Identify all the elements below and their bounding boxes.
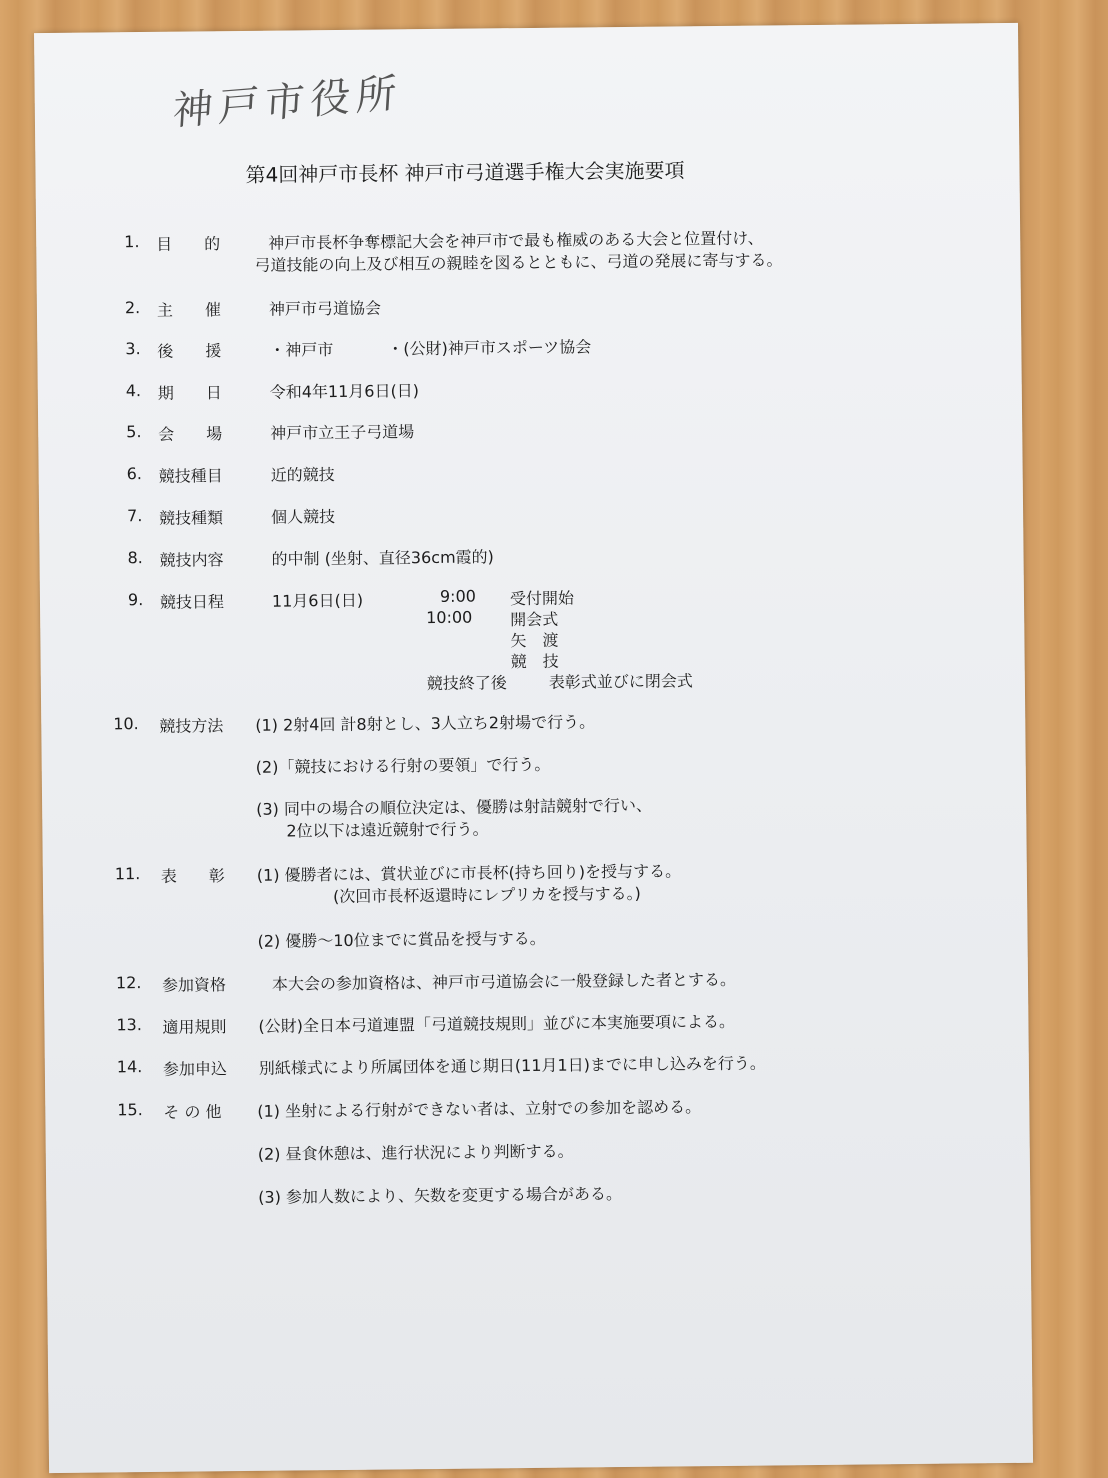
handwritten-note: 神戸市役所 — [171, 70, 404, 135]
item-text: 的中制 (坐射、直径36cm霞的) — [271, 547, 494, 569]
item-text: (2)「競技における行射の要領」で行う。 — [255, 754, 551, 777]
item-number: 15. — [117, 1100, 143, 1120]
item-label: 参加資格 — [161, 975, 227, 995]
schedule-time: 競技終了後 — [426, 673, 507, 694]
item-label: 後 援 — [157, 341, 222, 361]
item-text: (3) 参加人数により、矢数を変更する場合がある。 — [258, 1184, 623, 1207]
item-number: 6. — [126, 464, 143, 484]
schedule-event: 矢 渡 — [510, 630, 559, 651]
item-label: 期 日 — [157, 383, 222, 403]
item-text: 2位以下は遠近競射で行う。 — [286, 819, 489, 841]
schedule-time: 9:00 — [439, 586, 476, 606]
item-number: 13. — [116, 1015, 142, 1035]
item-number: 14. — [116, 1057, 143, 1077]
item-text: (1) 2射4回 計8射とし、3人立ち2射場で行う。 — [255, 712, 596, 735]
item-text: (2) 昼食休憩は、進行状況により判断する。 — [257, 1141, 574, 1164]
item-text: (1) 優勝者には、賞状並びに市長杯(持ち回り)を授与する。 — [256, 861, 682, 885]
item-label: 主 催 — [156, 300, 222, 320]
schedule-event: 競 技 — [510, 651, 559, 672]
item-label: 競技日程 — [159, 592, 225, 612]
item-text: 神戸市弓道協会 — [268, 298, 382, 319]
item-text: 11月6日(日) — [271, 590, 364, 611]
item-label: 競技内容 — [159, 550, 224, 570]
item-number: 10. — [113, 714, 139, 734]
item-label: 競技種類 — [159, 508, 224, 528]
schedule-event: 受付開始 — [509, 588, 575, 609]
item-text: (2) 優勝～10位までに賞品を授与する。 — [257, 928, 546, 951]
item-label: 適用規則 — [162, 1017, 227, 1037]
item-label: 目 的 — [156, 234, 221, 254]
item-text: ・神戸市 — [269, 340, 334, 360]
item-number: 3. — [125, 339, 141, 359]
item-number: 12. — [115, 973, 142, 993]
item-text: (次回市長杯返還時にレプリカを授与する。) — [332, 883, 641, 907]
item-text: 神戸市立王子弓道場 — [270, 422, 415, 443]
item-number: 5. — [126, 422, 142, 442]
item-number: 2. — [124, 298, 141, 318]
item-text: ・(公財)神戸市スポーツ協会 — [387, 337, 592, 359]
schedule-time: 10:00 — [426, 607, 473, 628]
item-text: 弓道技能の向上及び相互の親睦を図るとともに、弓道の発展に寄与する。 — [254, 250, 783, 275]
document-title: 第4回神戸市長杯 神戸市弓道選手権大会実施要項 — [245, 158, 685, 187]
item-text: 本大会の参加資格は、神戸市弓道協会に一般登録した者とする。 — [271, 969, 737, 994]
item-number: 11. — [114, 864, 141, 884]
schedule-event: 表彰式並びに閉会式 — [548, 671, 693, 692]
item-number: 9. — [127, 590, 144, 610]
item-number: 1. — [124, 232, 140, 252]
item-label: そ の 他 — [163, 1102, 222, 1122]
item-text: (1) 坐射による行射ができない者は、立射での参加を認める。 — [257, 1097, 702, 1121]
item-number: 7. — [126, 506, 143, 526]
item-text: 神戸市長杯争奪標記大会を神戸市で最も権威のある大会と位置付け、 — [268, 228, 764, 253]
item-number: 4. — [125, 381, 142, 401]
schedule-event: 開会式 — [510, 609, 559, 630]
item-text: 令和4年11月6日(日) — [269, 381, 420, 402]
item-text: 個人競技 — [271, 507, 336, 527]
item-text: 別紙様式により所属団体を通じ期日(11月1日)までに申し込みを行う。 — [258, 1053, 766, 1078]
item-label: 参加申込 — [162, 1059, 227, 1079]
item-text: (公財)全日本弓道連盟「弓道競技規則」並びに本実施要項による。 — [258, 1011, 736, 1036]
item-label: 表 彰 — [160, 866, 225, 886]
item-label: 競技種目 — [158, 466, 223, 486]
item-text: 近的競技 — [270, 465, 335, 485]
document-page — [34, 23, 1033, 1473]
item-label: 会 場 — [158, 424, 223, 444]
item-number: 8. — [127, 548, 143, 568]
item-label: 競技方法 — [159, 716, 224, 736]
item-text: (3) 同中の場合の順位決定は、優勝は射詰競射で行い、 — [256, 795, 653, 819]
